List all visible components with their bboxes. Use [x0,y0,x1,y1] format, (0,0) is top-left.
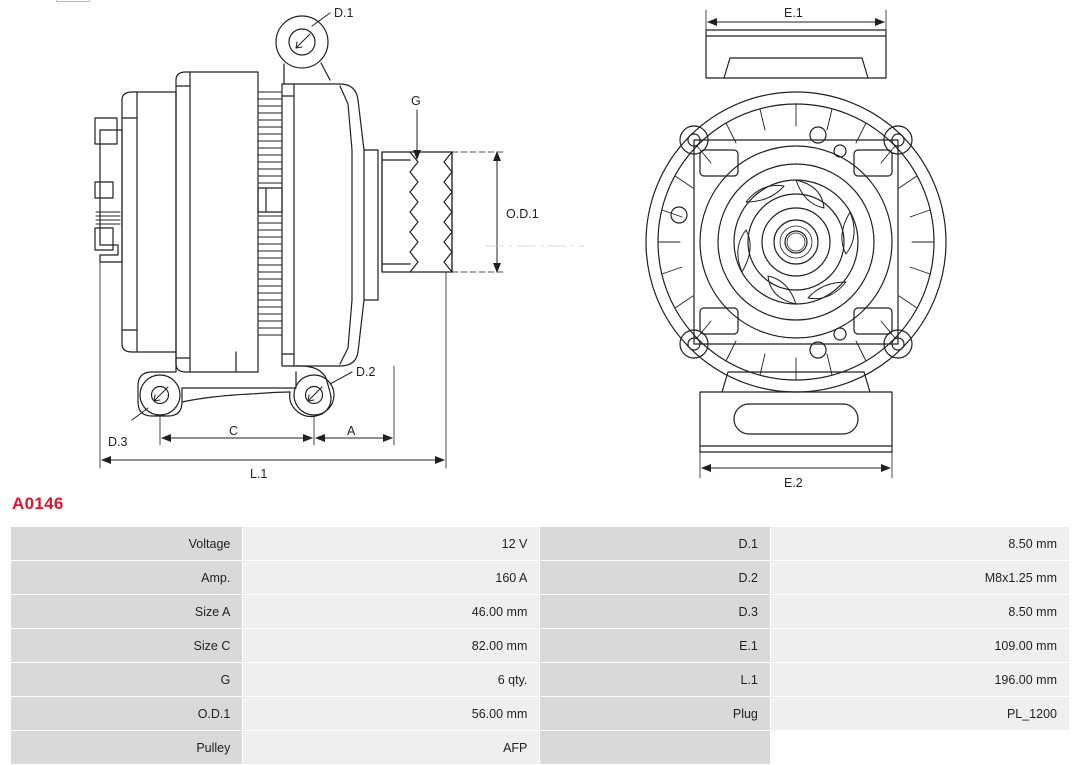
spec-value: 8.50 mm [770,595,1069,629]
label-a: A [347,424,356,438]
spec-label: O.D.1 [11,697,243,731]
spec-value: 46.00 mm [243,595,540,629]
alternator-front-view [646,10,946,478]
table-row [11,629,1070,663]
spec-value: M8x1.25 mm [770,561,1069,595]
spec-value: 196.00 mm [770,663,1069,697]
spec-label: L.1 [540,663,771,697]
specifications-table [10,526,1070,765]
spec-label: Pulley [11,731,243,765]
table-row [11,527,1070,561]
spec-label: E.1 [540,629,771,663]
table-row [11,595,1070,629]
label-c: C [229,424,239,438]
label-e1: E.1 [784,6,803,20]
spec-value: AFP [243,731,540,765]
spec-label: Voltage [11,527,243,561]
label-od1: O.D.1 [506,207,539,221]
spec-label: D.2 [540,561,771,595]
table-row [11,663,1070,697]
spec-value: 6 qty. [243,663,540,697]
spec-value-empty [770,731,1069,765]
spec-label: D.1 [540,527,771,561]
spec-value: 82.00 mm [243,629,540,663]
spec-value: PL_1200 [770,697,1069,731]
label-l1: L.1 [250,467,268,481]
spec-label-empty [540,731,771,765]
alternator-side-view [95,13,584,468]
label-d1: D.1 [334,6,354,20]
label-d2: D.2 [356,365,376,379]
spec-value: 109.00 mm [770,629,1069,663]
label-g: G [411,94,421,108]
spec-label: Plug [540,697,771,731]
spec-label: D.3 [540,595,771,629]
table-row [11,561,1070,595]
spec-value: 12 V [243,527,540,561]
spec-label: Size C [11,629,243,663]
spec-label: Size A [11,595,243,629]
part-number: A0146 [12,494,64,513]
table-row [11,731,1070,765]
label-d3: D.3 [108,435,128,449]
label-e2: E.2 [784,476,803,490]
spec-value: 8.50 mm [770,527,1069,561]
spec-label: Amp. [11,561,243,595]
spec-value: 56.00 mm [243,697,540,731]
spec-value: 160 A [243,561,540,595]
spec-label: G [11,663,243,697]
table-row [11,697,1070,731]
